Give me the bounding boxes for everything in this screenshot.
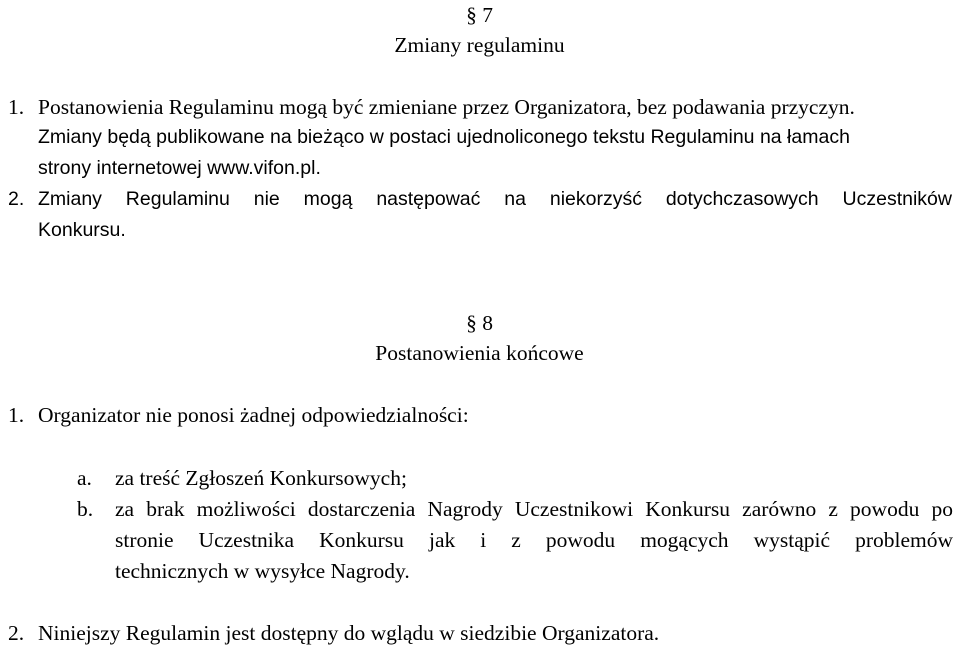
item-1-text: Organizator nie ponosi żadnej odpowiedzialności: [38,403,469,427]
subitem-letter: a. [77,466,92,490]
subitem-letter: b. [77,497,94,521]
item-number: 2. [8,621,25,645]
item-1-line-3: strony internetowej www.vifon.pl. [38,157,321,179]
section-8-item-2 [8,620,659,646]
subitem-b-line-2: stronie Uczestnika Konkursu jak i z powodu mogących wystąpić problemów [115,528,953,552]
item-number: 1. [8,403,25,427]
item-2-line-2: Konkursu. [38,219,126,241]
section-7-title: Zmiany regulaminu [394,33,565,57]
item-2-text: Niniejszy Regulamin jest dostępny do wglądu w siedzibie Organizatora. [38,621,660,645]
section-8-title: Postanowienia końcowe [375,341,584,365]
item-number: 1. [8,95,25,119]
item-1-line-1: Postanowienia Regulaminu mogą być zmieniane przez Organizatora, bez podawania przyczyn. [38,95,855,119]
subitem-a-text: za treść Zgłoszeń Konkursowych; [115,466,407,490]
subitem-a [77,465,407,491]
section-7-symbol: § 7 [466,3,493,27]
subitem-b-line-3: technicznych w wysyłce Nagrody. [115,559,410,583]
item-2-line-1: Zmiany Regulaminu nie mogą następować na niekorzyść dotychczasowych Uczestników [38,188,952,210]
section-8-symbol: § 8 [466,311,493,335]
item-number: 2. [8,188,25,210]
subitem-b-line-1: za brak możliwości dostarczenia Nagrody Uczestnikowi Konkursu zarówno z powodu po [115,497,953,521]
item-1-line-2: Zmiany będą publikowane na bieżąco w postaci ujednoliconego tekstu Regulaminu na łamach [38,126,850,148]
